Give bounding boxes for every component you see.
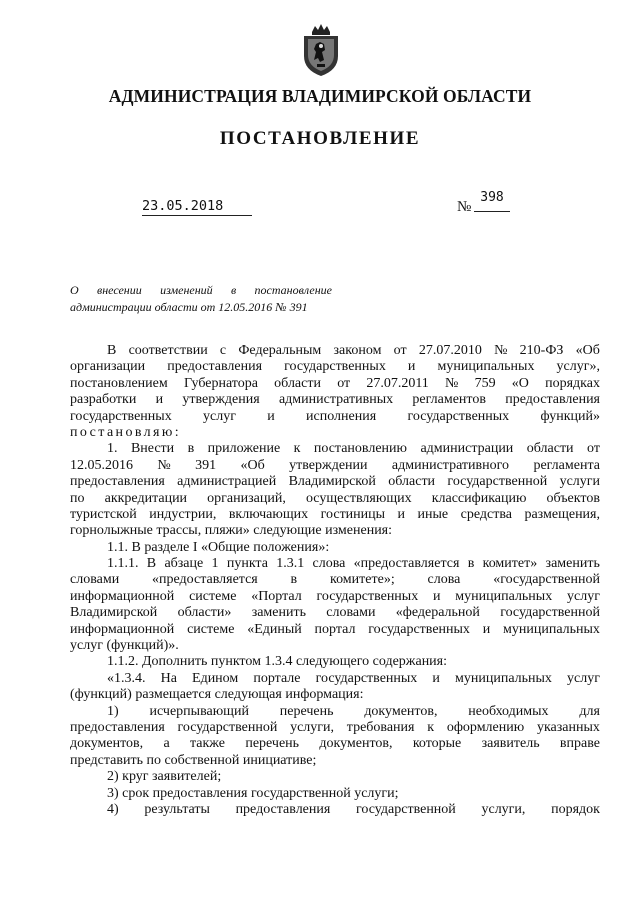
word: в	[290, 572, 298, 588]
body-line: представить по собственной инициативе;	[70, 752, 317, 768]
word: 1	[211, 556, 219, 572]
word: внесении	[96, 283, 142, 297]
word: слова	[427, 572, 461, 588]
word: соответствии	[128, 343, 208, 358]
document-subject	[70, 282, 332, 316]
word: утверждения	[182, 392, 260, 408]
word: перечень	[245, 736, 300, 752]
word: приложение	[207, 441, 281, 457]
word: по	[70, 490, 85, 506]
word: с	[219, 343, 227, 358]
body-line: постановляю:	[70, 424, 182, 440]
word: и	[155, 392, 164, 408]
word: услуг	[567, 670, 600, 686]
word: государственных	[70, 408, 172, 424]
word: области	[526, 441, 574, 457]
word: государственных	[316, 588, 419, 604]
word: Владимирской	[70, 605, 158, 621]
word: «государственной	[493, 572, 600, 588]
word: комитет»	[482, 556, 538, 572]
word: заменить	[545, 556, 600, 572]
word: услуг»,	[556, 359, 600, 375]
word: услуги,	[481, 801, 526, 817]
body-line	[70, 474, 600, 490]
word: информационной	[70, 588, 175, 604]
word: и	[432, 670, 440, 686]
word: портал	[314, 621, 356, 637]
word: осуществляющих	[305, 490, 412, 506]
word: исчерпывающий	[149, 703, 249, 719]
word: административного	[391, 457, 510, 473]
word: 1.1.1.	[107, 556, 139, 572]
body-line	[70, 720, 600, 736]
word: абзаце	[164, 556, 204, 572]
word: указанных	[536, 719, 600, 735]
word: утверждении	[289, 457, 368, 473]
body-line: 3) срок предоставления государственной услуги;	[107, 785, 399, 801]
word: в	[231, 283, 237, 297]
word: и	[407, 359, 416, 375]
word: государственной	[356, 801, 456, 817]
word: муниципальных	[503, 621, 600, 637]
word: порядках	[545, 375, 600, 391]
body-line	[70, 605, 600, 621]
body-line: 1.1. В разделе I «Общие положения»:	[107, 539, 330, 555]
word: государственной	[500, 605, 600, 621]
word: области	[388, 474, 436, 490]
word: «Единый	[247, 621, 302, 637]
word: 1)	[107, 703, 119, 719]
word: 1.	[107, 441, 118, 457]
word: 210-ФЗ	[519, 343, 564, 358]
word: муниципальных	[455, 588, 553, 604]
word: услуги	[559, 474, 600, 490]
word: необходимых	[468, 703, 549, 719]
word: 4)	[107, 801, 119, 817]
word: предоставления	[70, 474, 165, 490]
word: государственной	[177, 719, 278, 735]
word: администрацией	[177, 474, 277, 490]
word: Федеральным	[238, 343, 322, 358]
word: оформлению	[446, 719, 525, 735]
word: аккредитации	[104, 490, 188, 506]
word: к	[293, 441, 301, 457]
body-line	[70, 409, 600, 425]
word: государственных	[284, 359, 386, 375]
word: области	[274, 375, 321, 391]
word: «Об	[240, 457, 265, 473]
document-number: 398	[474, 190, 510, 212]
word: 12.05.2016	[70, 457, 133, 473]
word: государственных	[407, 408, 510, 424]
word: 391	[195, 457, 217, 473]
word: законом	[333, 343, 382, 358]
number-sign: №	[457, 199, 472, 215]
word: и	[267, 408, 275, 424]
word: муниципальных	[455, 670, 552, 686]
word: и	[397, 506, 406, 522]
body-line	[70, 704, 600, 720]
word: Владимирской	[288, 474, 376, 490]
word: «федеральной	[395, 605, 480, 621]
word: порядок	[551, 801, 600, 817]
body-line	[70, 343, 600, 359]
word: разработки	[70, 392, 137, 408]
word: Внести	[130, 441, 175, 457]
word: постановлением	[70, 375, 168, 391]
body-line	[70, 736, 600, 752]
word: заменить	[251, 605, 306, 621]
word: комитете»;	[329, 572, 395, 588]
coat-of-arms-icon	[298, 22, 344, 78]
organization-title: АДМИНИСТРАЦИЯ ВЛАДИМИРСКОЙ ОБЛАСТИ	[108, 86, 532, 106]
word: организации	[70, 359, 146, 375]
word: №	[445, 375, 459, 391]
word: №	[157, 457, 171, 473]
word: от	[337, 375, 351, 391]
word: в	[187, 441, 195, 457]
word: словами	[70, 572, 120, 588]
word: услуг	[567, 588, 600, 604]
word: системе	[189, 588, 237, 604]
word: исполнения	[306, 408, 377, 424]
body-line: горнолыжные трассы, пляжи» следующие изменения:	[70, 523, 393, 539]
word: системе	[187, 621, 235, 637]
word: функций»	[540, 408, 600, 424]
word: классификацию	[431, 490, 527, 506]
body-line	[70, 376, 600, 392]
body-line: услуг (функций)».	[70, 638, 179, 654]
body-line	[70, 507, 600, 523]
word: предоставления	[167, 359, 263, 375]
word: №	[494, 343, 508, 358]
body-line	[70, 589, 600, 605]
word: «1.3.4.	[107, 670, 146, 686]
body-line	[70, 392, 600, 408]
word: средства	[460, 506, 512, 522]
word: в	[467, 556, 475, 572]
word: О	[70, 283, 79, 297]
word: услуги,	[290, 719, 335, 735]
document-body	[70, 343, 600, 818]
word: документов,	[70, 736, 144, 752]
body-line	[70, 802, 600, 818]
document-date: 23.05.2018	[142, 198, 252, 216]
word: организаций,	[207, 490, 286, 506]
word: Едином	[192, 670, 239, 686]
word: информационной	[70, 621, 175, 637]
word: В	[146, 556, 157, 572]
word: документов,	[319, 736, 393, 752]
word: администрации	[420, 441, 514, 457]
word: и	[433, 588, 441, 604]
body-line: (функций) размещается следующая информация:	[70, 687, 364, 703]
word: иные	[417, 506, 449, 522]
word: «предоставляется	[152, 572, 258, 588]
word: услуг	[203, 408, 236, 424]
word: к	[427, 719, 435, 735]
word: постановление	[254, 283, 332, 297]
body-line: 1.1.2. Дополнить пунктом 1.3.4 следующего содержания:	[107, 654, 448, 670]
word: размещения,	[524, 506, 600, 522]
word: включающих	[228, 506, 309, 522]
word: регламента	[533, 457, 600, 473]
word: объектов	[546, 490, 600, 506]
word: предоставления	[70, 719, 165, 735]
word: гостиницы	[320, 506, 386, 522]
word: результаты	[144, 801, 210, 817]
word: заявитель	[481, 736, 540, 752]
word: индустрии,	[149, 506, 217, 522]
word: муниципальных	[437, 359, 535, 375]
word: вправе	[559, 736, 600, 752]
word: «О	[511, 375, 529, 391]
word: для	[579, 703, 600, 719]
body-line	[70, 671, 600, 687]
word: административных	[278, 392, 394, 408]
body-line	[70, 572, 600, 588]
document-type-title: ПОСТАНОВЛЕНИЕ	[219, 128, 421, 149]
word: государственных	[368, 621, 470, 637]
word: туристской	[70, 506, 137, 522]
word: 759	[474, 375, 496, 391]
body-line	[70, 556, 600, 572]
body-line	[70, 491, 600, 507]
body-line	[70, 622, 600, 638]
word: пункта	[226, 556, 268, 572]
word: а	[163, 736, 170, 752]
word: постановлению	[313, 441, 407, 457]
subject-line: администрации области от 12.05.2016 № 391	[70, 300, 308, 314]
body-line	[70, 359, 600, 375]
word: Губернатора	[183, 375, 258, 391]
word: предоставления	[235, 801, 331, 817]
subject-line	[70, 282, 332, 299]
word: предоставления	[505, 392, 600, 408]
word: государственной	[447, 474, 548, 490]
word: «Об	[575, 343, 600, 358]
word: изменений	[160, 283, 213, 297]
word: требования	[346, 719, 415, 735]
word: 27.07.2010	[418, 343, 482, 358]
word: «Портал	[251, 588, 302, 604]
word: и	[482, 621, 491, 637]
word: государственных	[315, 670, 418, 686]
word: документов,	[364, 703, 438, 719]
body-line	[70, 441, 600, 457]
word: регламентов	[412, 392, 486, 408]
word: которые	[412, 736, 462, 752]
word: от	[587, 441, 600, 457]
body-line: 2) круг заявителей;	[107, 769, 222, 785]
word: словами	[326, 605, 376, 621]
word: 27.07.2011	[366, 375, 429, 391]
word: портале	[253, 670, 301, 686]
word: «предоставляется	[353, 556, 460, 572]
word: также	[190, 736, 226, 752]
word: перечень	[279, 703, 334, 719]
body-line	[70, 458, 600, 474]
word: 1.3.1	[276, 556, 305, 572]
word: от	[393, 343, 407, 358]
word: области»	[177, 605, 232, 621]
word: На	[160, 670, 177, 686]
word: В	[107, 343, 117, 358]
word: слова	[312, 556, 346, 572]
